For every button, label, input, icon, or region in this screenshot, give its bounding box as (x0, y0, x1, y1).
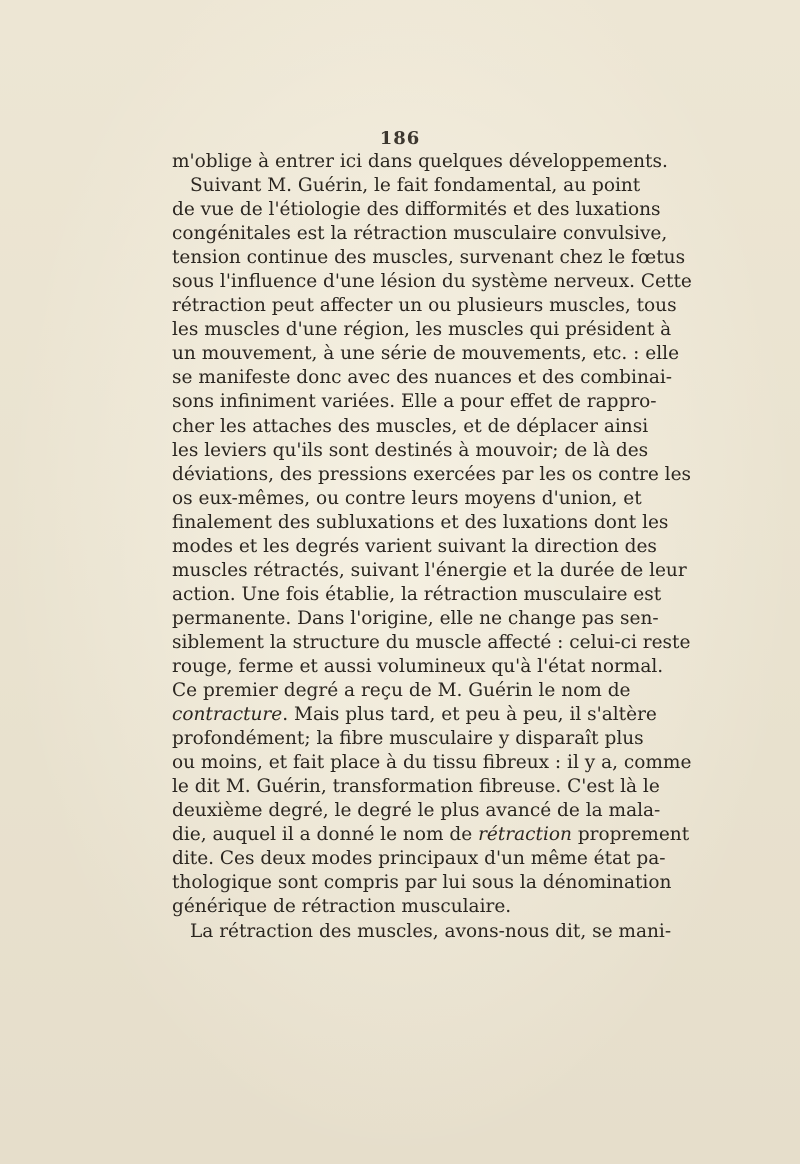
text-line: dite. Ces deux modes principaux d'un même état pa- (172, 848, 666, 870)
text-line: tension continue des muscles, survenant chez le fœtus (172, 247, 686, 269)
text-line: cher les attaches des muscles, et de déplacer ainsi (172, 415, 649, 437)
text-line: permanente. Dans l'origine, elle ne change pas sen- (172, 607, 659, 629)
text-line: action. Une fois établie, la rétraction musculaire est (172, 583, 662, 605)
text-line: se manifeste donc avec des nuances et des combinai- (172, 367, 673, 389)
text-line: ou moins, et fait place à du tissu fibreux : il y a, comme (172, 752, 692, 774)
text-line: La rétraction des muscles, avons-nous dit, se mani- (190, 920, 672, 942)
text-line: m'oblige à entrer ici dans quelques développements. (172, 151, 668, 172)
text-line: contracture. Mais plus tard, et peu à peu, il s'altère (172, 704, 657, 726)
emphasis: rétraction (478, 824, 572, 846)
text-line: les leviers qu'ils sont destinés à mouvoir; de là des (172, 439, 649, 461)
text-line: rouge, ferme et aussi volumineux qu'à l'état normal. (172, 655, 664, 677)
emphasis: contracture (172, 704, 283, 726)
text-line: de vue de l'étiologie des difformités et des luxations (172, 199, 661, 221)
text-line: sous l'influence d'une lésion du système nerveux. Cette (172, 271, 692, 293)
text-line: Ce premier degré a reçu de M. Guérin le nom de (172, 680, 631, 702)
text-line: os eux-mêmes, ou contre leurs moyens d'union, et (172, 487, 642, 509)
body-text (172, 150, 692, 944)
text-line: rétraction peut affecter un ou plusieurs muscles, tous (172, 295, 677, 317)
text-line: un mouvement, à une série de mouvements, etc. : elle (172, 343, 680, 365)
text-line: siblement la structure du muscle affecté : celui-ci reste (172, 631, 691, 653)
text-line: le dit M. Guérin, transformation fibreuse. C'est là le (172, 776, 660, 798)
text-line: Suivant M. Guérin, le fait fondamental, au point (190, 175, 641, 197)
text-line: modes et les degrés varient suivant la direction des (172, 535, 657, 557)
text-line: déviations, des pressions exercées par les os contre les (172, 463, 692, 485)
page-number: 186 (379, 128, 421, 149)
text-line: finalement des subluxations et des luxations dont les (172, 511, 669, 533)
text-line: les muscles d'une région, les muscles qui président à (172, 319, 672, 341)
text-line: congénitales est la rétraction musculaire convulsive, (172, 223, 668, 245)
text-line: profondément; la fibre musculaire y disparaît plus (172, 728, 644, 750)
text-line: thologique sont compris par lui sous la dénomination (172, 872, 672, 894)
text-line: sons infiniment variées. Elle a pour effet de rappro- (172, 391, 657, 413)
text-line: muscles rétractés, suivant l'énergie et la durée de leur (172, 559, 687, 581)
text-line: die, auquel il a donné le nom de rétraction proprement (172, 824, 690, 846)
text-line: générique de rétraction musculaire. (172, 896, 512, 918)
text-line: deuxième degré, le degré le plus avancé de la mala- (172, 800, 661, 822)
